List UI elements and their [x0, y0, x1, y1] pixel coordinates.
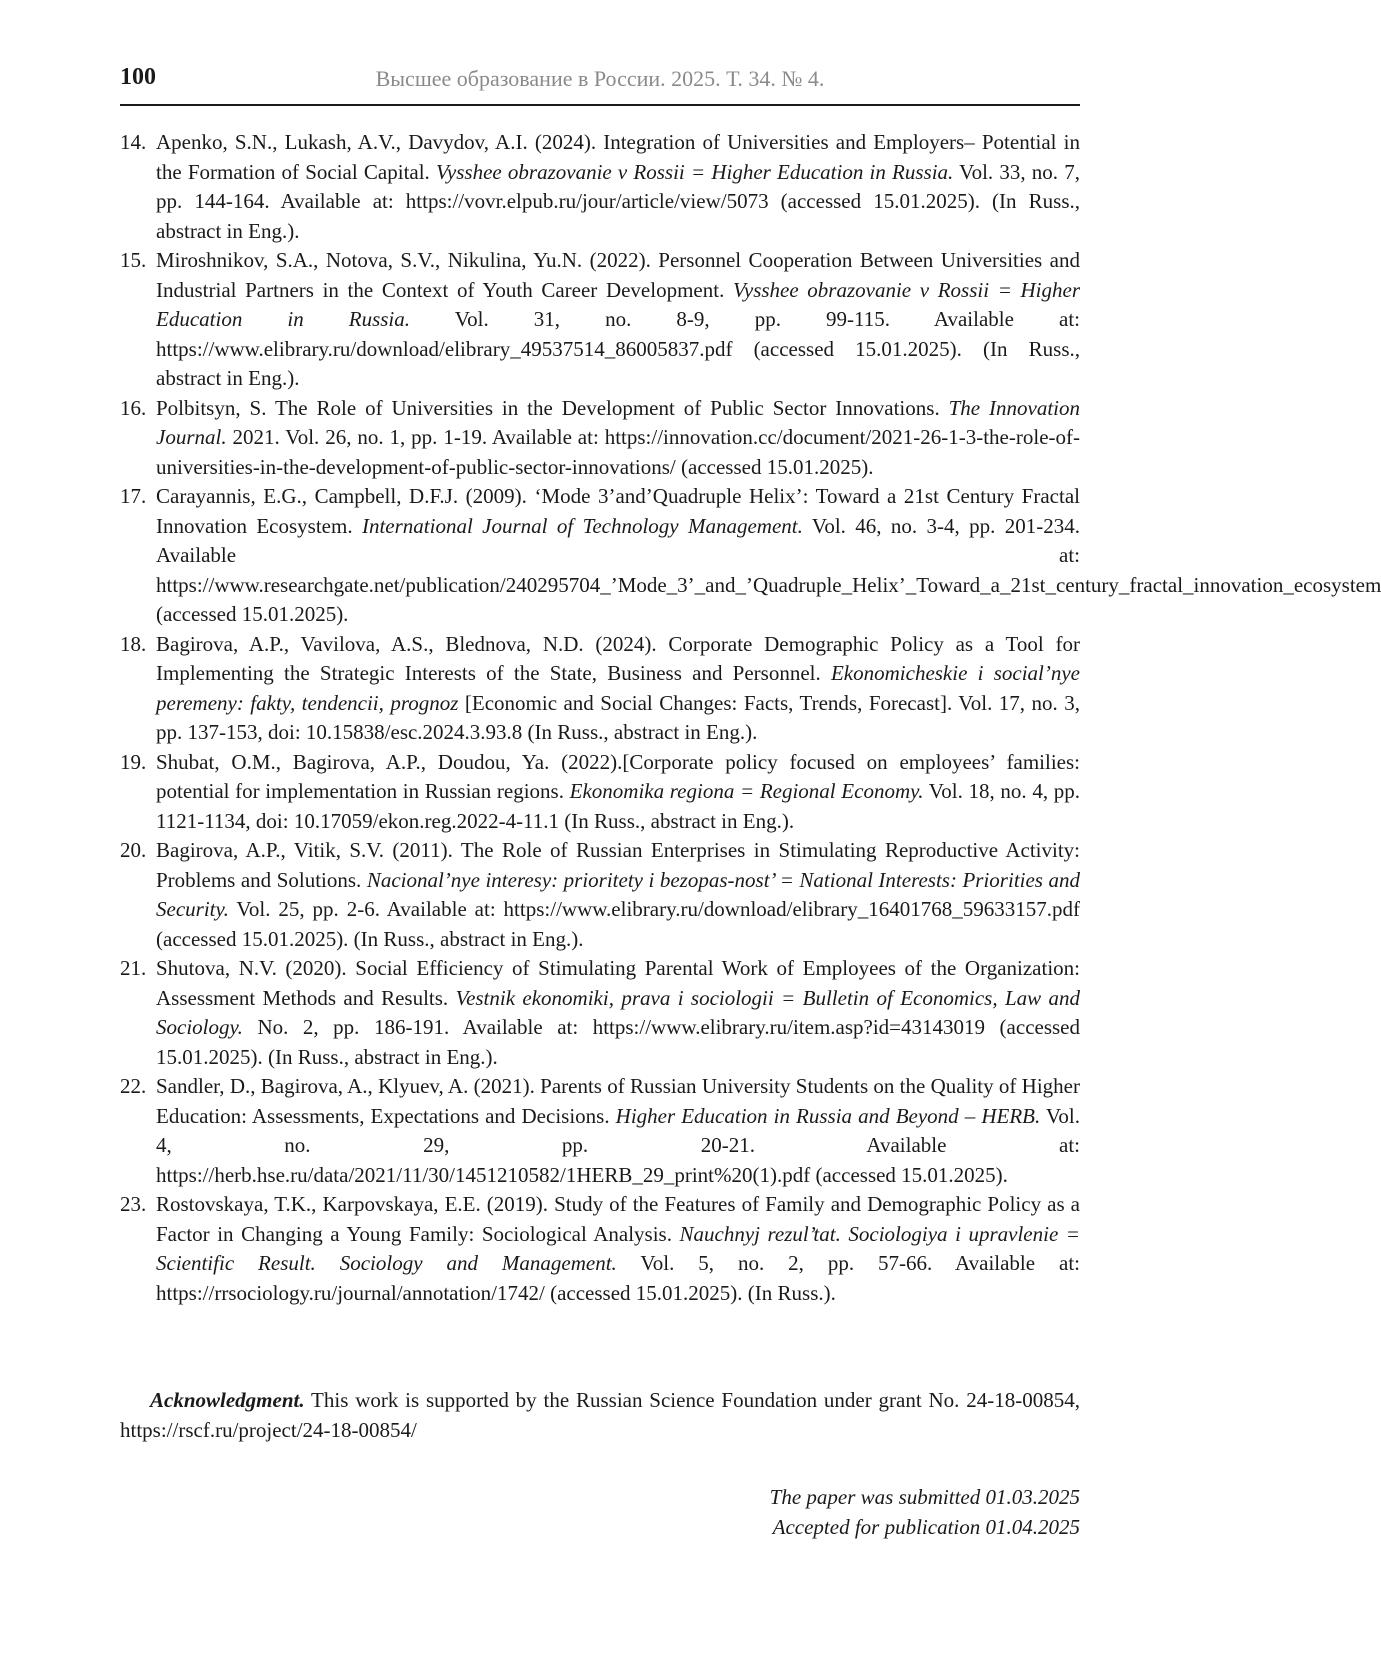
- reference-journal: Nacional’nye interesy: prioritety i bezopas-nost’ = National Interests: Priorities and Security.: [156, 867, 1080, 921]
- reference-details: Vol. 25, pp. 2-6. Available at: https://www.elibrary.ru/download/elibrary_16401768_59633157.pdf (accessed 15.01.2025). (In Russ., abstract in Eng.).: [156, 897, 1080, 951]
- reference-journal: Ekonomicheskie i social’nye peremeny: fakty, tendencii, prognoz: [156, 661, 1080, 715]
- acknowledgment-text: This work is supported by the Russian Science Foundation under grant No. 24-18-00854, https://rscf.ru/project/24-18-00854/: [120, 1388, 1080, 1442]
- reference-journal: Vysshee obrazovanie v Rossii = Higher Education in Russia.: [156, 277, 1081, 331]
- reference-details: No. 2, pp. 186-191. Available at: https://www.elibrary.ru/item.asp?id=43143019 (accessed 15.01.2025). (In Russ., abstract in Eng.).: [156, 1015, 1080, 1069]
- reference-item: [120, 836, 1080, 954]
- reference-details: Vol. 5, no. 2, pp. 57-66. Available at: https://rrsociology.ru/journal/annotation/1742/ (accessed 15.01.2025). (In Russ.).: [156, 1251, 1080, 1305]
- reference-number: 20.: [120, 838, 147, 862]
- reference-number: 17.: [120, 484, 147, 508]
- reference-details: Vol. 18, no. 4, pp. 1121-1134, doi: 10.17059/ekon.reg.2022-4-11.1 (In Russ., abstract in Eng.).: [156, 779, 1080, 833]
- reference-item: [120, 128, 1080, 246]
- reference-list: [120, 128, 1381, 1308]
- reference-journal: Ekonomika regiona = Regional Economy.: [569, 779, 924, 803]
- acknowledgment: [120, 1386, 1080, 1445]
- reference-details: [Economic and Social Changes: Facts, Trends, Forecast]. Vol. 17, no. 3, pp. 137-153, doi: 10.15838/esc.2024.3.93.8 (In Russ., abstract in Eng.).: [156, 690, 1080, 744]
- reference-details: Vol. 33, no. 7, pp. 144-164. Available at: https://vovr.elpub.ru/jour/article/view/5073 (accessed 15.01.2025). (In Russ., abstract in Eng.).: [156, 159, 1080, 243]
- running-title: Высшее образование в России. 2025. Т. 34. № 4.: [375, 66, 825, 91]
- reference-item: [120, 246, 1080, 394]
- reference-number: 23.: [120, 1192, 147, 1216]
- submission-dates: [600, 1482, 1080, 1542]
- reference-number: 16.: [120, 395, 147, 420]
- reference-item: [120, 394, 1080, 483]
- reference-details: Vol. 46, no. 3-4, pp. 201-234. Available at: https://www.researchgate.net/publication/240295704_’Mode_3’_and_’Quadruple_Helix’_Toward_a_21st_century_fractal_innovation_ecosystem (accessed 15.01.2025).: [156, 513, 1381, 626]
- reference-authors-title: Rostovskaya, T.K., Karpovskaya, E.E. (2019). Study of the Features of Family and Demographic Policy as a Factor in Changing a Young Family: Sociological Analysis.: [156, 1192, 1080, 1246]
- reference-number: 18.: [120, 631, 147, 656]
- reference-authors-title: Bagirova, A.P., Vavilova, A.S., Blednova, N.D. (2024). Corporate Demographic Policy as a Tool for Implementing the Strategic Interests of the State, Business and Personnel.: [156, 631, 1080, 685]
- reference-journal: Higher Education in Russia and Beyond – HERB.: [615, 1103, 1041, 1128]
- reference-number: 22.: [120, 1074, 147, 1098]
- reference-item: [120, 1072, 1080, 1190]
- reference-journal: Vestnik ekonomiki, prava i sociologii = Bulletin of Economics, Law and Sociology.: [156, 985, 1081, 1039]
- reference-authors-title: Shutova, N.V. (2020). Social Efficiency of Stimulating Parental Work of Employees of the Organization: Assessment Methods and Results.: [156, 956, 1080, 1010]
- reference-journal: The Innovation Journal.: [156, 395, 1081, 449]
- reference-item: [120, 1190, 1080, 1308]
- accepted-date: Accepted for publication 01.04.2025: [772, 1515, 1080, 1539]
- reference-authors-title: Shubat, O.M., Bagirova, A.P., Doudou, Ya. (2022).[Corporate policy focused on employees’ families: potential for implementation in Russian regions.: [156, 749, 1080, 803]
- reference-number: 21.: [120, 956, 147, 980]
- reference-authors-title: Apenko, S.N., Lukash, A.V., Davydov, A.I. (2024). Integration of Universities and Employers– Potential in the Formation of Social Capital.: [156, 130, 1080, 184]
- reference-number: 19.: [120, 749, 147, 774]
- reference-authors-title: Polbitsyn, S. The Role of Universities in the Development of Public Sector Innovations.: [156, 395, 949, 420]
- header-rule: [120, 104, 1080, 106]
- page-header: [120, 58, 1080, 106]
- reference-item: [120, 630, 1080, 748]
- page-number: 100: [120, 64, 156, 90]
- reference-number: 14.: [120, 130, 147, 154]
- reference-details: Vol. 31, no. 8-9, pp. 99-115. Available at: https://www.elibrary.ru/download/elibrary_49537514_86005837.pdf (accessed 15.01.2025). (In Russ., abstract in Eng.).: [156, 307, 1080, 390]
- reference-authors-title: Sandler, D., Bagirova, A., Klyuev, A. (2021). Parents of Russian University Students on the Quality of Higher Education: Assessments, Expectations and Decisions.: [156, 1074, 1080, 1128]
- reference-item: [120, 954, 1080, 1072]
- submitted-date: The paper was submitted 01.03.2025: [769, 1485, 1080, 1509]
- reference-item: [120, 482, 1381, 630]
- reference-item: [120, 748, 1080, 837]
- reference-number: 15.: [120, 248, 147, 272]
- reference-authors-title: Miroshnikov, S.A., Notova, S.V., Nikulina, Yu.N. (2022). Personnel Cooperation Between Universities and Industrial Partners in the Context of Youth Career Development.: [156, 248, 1080, 302]
- acknowledgment-label: Acknowledgment.: [150, 1388, 305, 1412]
- reference-authors-title: Bagirova, A.P., Vitik, S.V. (2011). The Role of Russian Enterprises in Stimulating Reproductive Activity: Problems and Solutions.: [156, 838, 1080, 892]
- reference-journal: International Journal of Technology Management.: [361, 513, 803, 538]
- reference-details: Vol. 4, no. 29, pp. 20-21. Available at: https://herb.hse.ru/data/2021/11/30/1451210582/1HERB_29_print%20(1).pdf (accessed 15.01.2025).: [156, 1103, 1080, 1187]
- reference-details: 2021. Vol. 26, no. 1, pp. 1-19. Available at: https://innovation.cc/document/2021-26-1-3-the-role-of-universities-in-the-development-of-public-sector-innovations/ (accessed 15.01.2025).: [156, 425, 1080, 479]
- reference-journal: Vysshee obrazovanie v Rossii = Higher Education in Russia.: [436, 159, 954, 184]
- reference-journal: Nauchnyj rezul’tat. Sociologiya i upravlenie = Scientific Result. Sociology and Management.: [156, 1221, 1080, 1275]
- reference-authors-title: Carayannis, E.G., Campbell, D.F.J. (2009). ‘Mode 3’and’Quadruple Helix’: Toward a 21st Century Fractal Innovation Ecosystem.: [156, 484, 1080, 538]
